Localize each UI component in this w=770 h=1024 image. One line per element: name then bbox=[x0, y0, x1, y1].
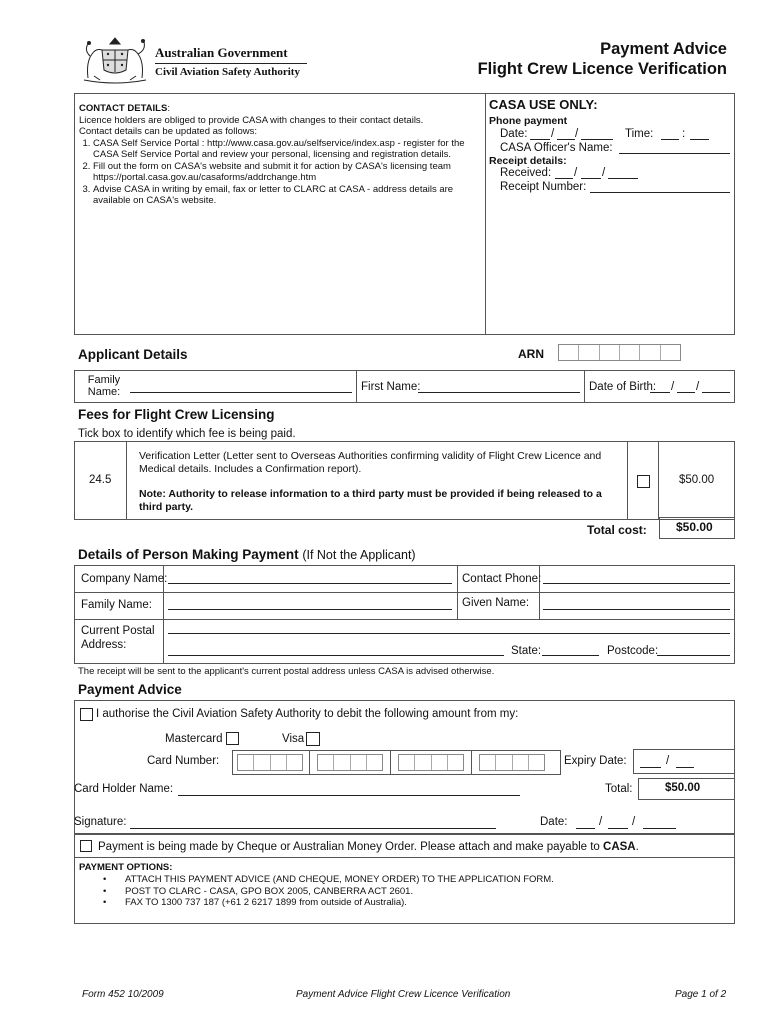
postal-address-field1[interactable] bbox=[168, 633, 730, 634]
payment-total-label: Total: bbox=[605, 783, 633, 795]
arn-input[interactable] bbox=[558, 344, 681, 361]
postal-address-field2[interactable] bbox=[168, 655, 504, 656]
payment-option: • POST TO CLARC - CASA, GPO BOX 2005, CANBERRA ACT 2601. bbox=[76, 886, 716, 898]
applicant-divider2 bbox=[584, 370, 585, 403]
card-number-label: Card Number: bbox=[147, 755, 220, 767]
phone-payment-label: Phone payment bbox=[489, 115, 568, 127]
sig-date-year[interactable] bbox=[643, 828, 676, 829]
contact-phone-label: Contact Phone: bbox=[462, 573, 542, 585]
payment-options-list bbox=[76, 874, 716, 909]
dob-day-field[interactable] bbox=[650, 392, 670, 393]
fee-note: Note: Authority to release information to a third party must be provided if being released to a third party. bbox=[139, 488, 602, 513]
options-heading-line: PAYMENT OPTIONS: bbox=[79, 862, 173, 873]
visa-label: Visa bbox=[282, 733, 305, 745]
contact-intro1: Licence holders are obliged to provide CASA with changes to their contact details. bbox=[79, 114, 424, 126]
mastercard-label: Mastercard bbox=[165, 733, 223, 745]
gov-name: Australian Government bbox=[155, 45, 288, 60]
contact-details: CONTACT DETAILS: Licence holders are obliged to provide CASA with changes to their contact details. Contact details can be updated as follows: 1. CASA Self Service Portal : http://www.casa.gov.au/selfservice/index.asp - register for the CASA Self Service Portal and review your personal, licensing and registration details. 2. Fill out the form on CASA's website and submit it for action by CASA's licensing team https://portal.casa.gov.au/casaforms/addrchange.htm 3. Advise CASA in writing by email, fax or letter to CLARC at CASA - address details are available on CASA's website. bbox=[79, 103, 484, 207]
cheque-payee: CASA bbox=[603, 841, 636, 853]
payer-family-name-field[interactable] bbox=[168, 609, 452, 610]
card-number-block2[interactable] bbox=[317, 754, 383, 771]
receipt-note: The receipt will be sent to the applicant's current postal address unless CASA is advised otherwise. bbox=[78, 666, 495, 677]
payment-heading: Payment Advice bbox=[78, 682, 182, 697]
contact-phone-field[interactable] bbox=[543, 583, 730, 584]
cheque-checkbox[interactable] bbox=[80, 840, 92, 852]
coat-of-arms-logo bbox=[80, 36, 150, 84]
sig-date-day[interactable] bbox=[576, 828, 595, 829]
contact-intro2: Contact details can be updated as follows: bbox=[79, 126, 257, 137]
options-heading: PAYMENT OPTIONS bbox=[79, 862, 170, 873]
received-label: Received: bbox=[500, 167, 552, 179]
casa-date-label: Date: bbox=[500, 128, 528, 140]
officer-name-field[interactable] bbox=[619, 153, 730, 154]
fee-amount: $50.00 bbox=[679, 474, 715, 486]
form-title-line1: Payment Advice bbox=[600, 40, 727, 58]
state-label: State: bbox=[511, 645, 542, 657]
officer-name-label: CASA Officer's Name: bbox=[500, 142, 613, 154]
card-number-block1[interactable] bbox=[237, 754, 303, 771]
fee-checkbox[interactable] bbox=[637, 475, 650, 488]
expiry-box bbox=[633, 749, 735, 774]
card-holder-label: Card Holder Name: bbox=[74, 783, 174, 795]
first-name-label: First Name: bbox=[361, 381, 421, 393]
total-cost-value: $50.00 bbox=[676, 520, 713, 534]
contact-item1[interactable]: 1. CASA Self Service Portal : http://www.casa.gov.au/selfservice/index.asp - register for the CASA Self Service Portal and review your personal, licensing and registration details. bbox=[93, 138, 484, 161]
payment-option: • FAX TO 1300 737 187 (+61 2 6217 1899 from outside of Australia). bbox=[76, 897, 716, 909]
payer-family-name-label: Family Name: bbox=[81, 599, 152, 611]
receipt-number-label: Receipt Number: bbox=[500, 181, 587, 193]
footer-page: Page 1 of 2 bbox=[675, 989, 727, 1000]
agency-name: Civil Aviation Safety Authority bbox=[155, 66, 300, 78]
expiry-label: Expiry Date: bbox=[564, 755, 627, 767]
cheque-text: Payment is being made by Cheque or Australian Money Order. Please attach and make payable to bbox=[98, 841, 600, 853]
company-name-label: Company Name: bbox=[81, 573, 168, 585]
dob-month-field[interactable] bbox=[677, 392, 695, 393]
signature-label: Signature: bbox=[74, 816, 127, 828]
payer-heading: Details of Person Making Payment bbox=[78, 547, 299, 562]
payment-option: • ATTACH THIS PAYMENT ADVICE (AND CHEQUE, MONEY ORDER) TO THE APPLICATION FORM. bbox=[76, 874, 716, 886]
first-name-field[interactable] bbox=[418, 392, 580, 393]
card-number-block3[interactable] bbox=[398, 754, 464, 771]
cheque-text-line: Payment is being made by Cheque or Australian Money Order. Please attach and make payable to CASA. bbox=[98, 841, 639, 853]
visa-checkbox[interactable] bbox=[306, 732, 320, 746]
dob-year-field[interactable] bbox=[702, 392, 730, 393]
fees-instruction: Tick box to identify which fee is being paid. bbox=[78, 428, 296, 440]
state-field[interactable] bbox=[542, 655, 599, 656]
footer-title: Payment Advice Flight Crew Licence Verification bbox=[296, 989, 511, 1000]
postal-address-label2: Address: bbox=[81, 639, 127, 651]
fee-description: Verification Letter (Letter sent to Overseas Authorities confirming validity of Flight Crew Licence and Medical details. Includes a Confirmation report). bbox=[139, 450, 602, 475]
total-cost-label: Total cost: bbox=[587, 523, 647, 537]
receipt-details-label: Receipt details: bbox=[489, 155, 567, 167]
authorise-checkbox[interactable] bbox=[80, 708, 93, 721]
contact-heading: CONTACT DETAILS bbox=[79, 103, 168, 114]
sig-date-month[interactable] bbox=[608, 828, 628, 829]
card-holder-field[interactable] bbox=[178, 795, 520, 796]
expiry-year-field[interactable] bbox=[676, 767, 694, 768]
authorise-text: I authorise the Civil Aviation Safety Authority to debit the following amount from my: bbox=[96, 708, 519, 720]
expiry-month-field[interactable] bbox=[640, 767, 661, 768]
payment-total-value: $50.00 bbox=[665, 782, 701, 794]
signature-date-label: Date: bbox=[540, 816, 568, 828]
fee-code: 24.5 bbox=[89, 474, 112, 486]
signature-field[interactable] bbox=[130, 828, 496, 829]
card-number-block4[interactable] bbox=[479, 754, 545, 771]
arn-label: ARN bbox=[518, 347, 544, 361]
mastercard-checkbox[interactable] bbox=[226, 732, 239, 745]
payer-heading-suffix: (If Not the Applicant) bbox=[302, 548, 416, 562]
footer-form-id: Form 452 10/2009 bbox=[82, 989, 164, 1000]
contact-item3: 3. Advise CASA in writing by email, fax or letter to CLARC at CASA - address details are available on CASA's website. bbox=[93, 184, 484, 207]
postal-address-label1: Current Postal bbox=[81, 625, 155, 637]
contact-item2[interactable]: 2. Fill out the form on CASA's website and submit it for action by CASA's licensing team https://portal.casa.gov.au/casaforms/addrchange.htm bbox=[93, 161, 484, 184]
dob-label: Date of Birth: bbox=[589, 381, 657, 393]
casa-use-heading: CASA USE ONLY: bbox=[489, 97, 598, 112]
casa-time-label: Time: bbox=[625, 128, 654, 140]
applicant-family-name-label: Family Name: bbox=[87, 374, 121, 398]
fees-heading: Fees for Flight Crew Licensing bbox=[78, 407, 275, 422]
receipt-number-field[interactable] bbox=[590, 192, 730, 193]
postcode-label: Postcode: bbox=[607, 645, 659, 657]
applicant-family-name-field[interactable] bbox=[130, 392, 352, 393]
postcode-field[interactable] bbox=[657, 655, 730, 656]
company-name-field[interactable] bbox=[168, 583, 452, 584]
applicant-divider1 bbox=[356, 370, 357, 403]
form-title-line2: Flight Crew Licence Verification bbox=[477, 60, 727, 78]
applicant-heading: Applicant Details bbox=[78, 347, 188, 362]
gov-divider bbox=[155, 63, 307, 64]
given-name-label: Given Name: bbox=[462, 597, 530, 609]
given-name-field[interactable] bbox=[543, 609, 730, 610]
